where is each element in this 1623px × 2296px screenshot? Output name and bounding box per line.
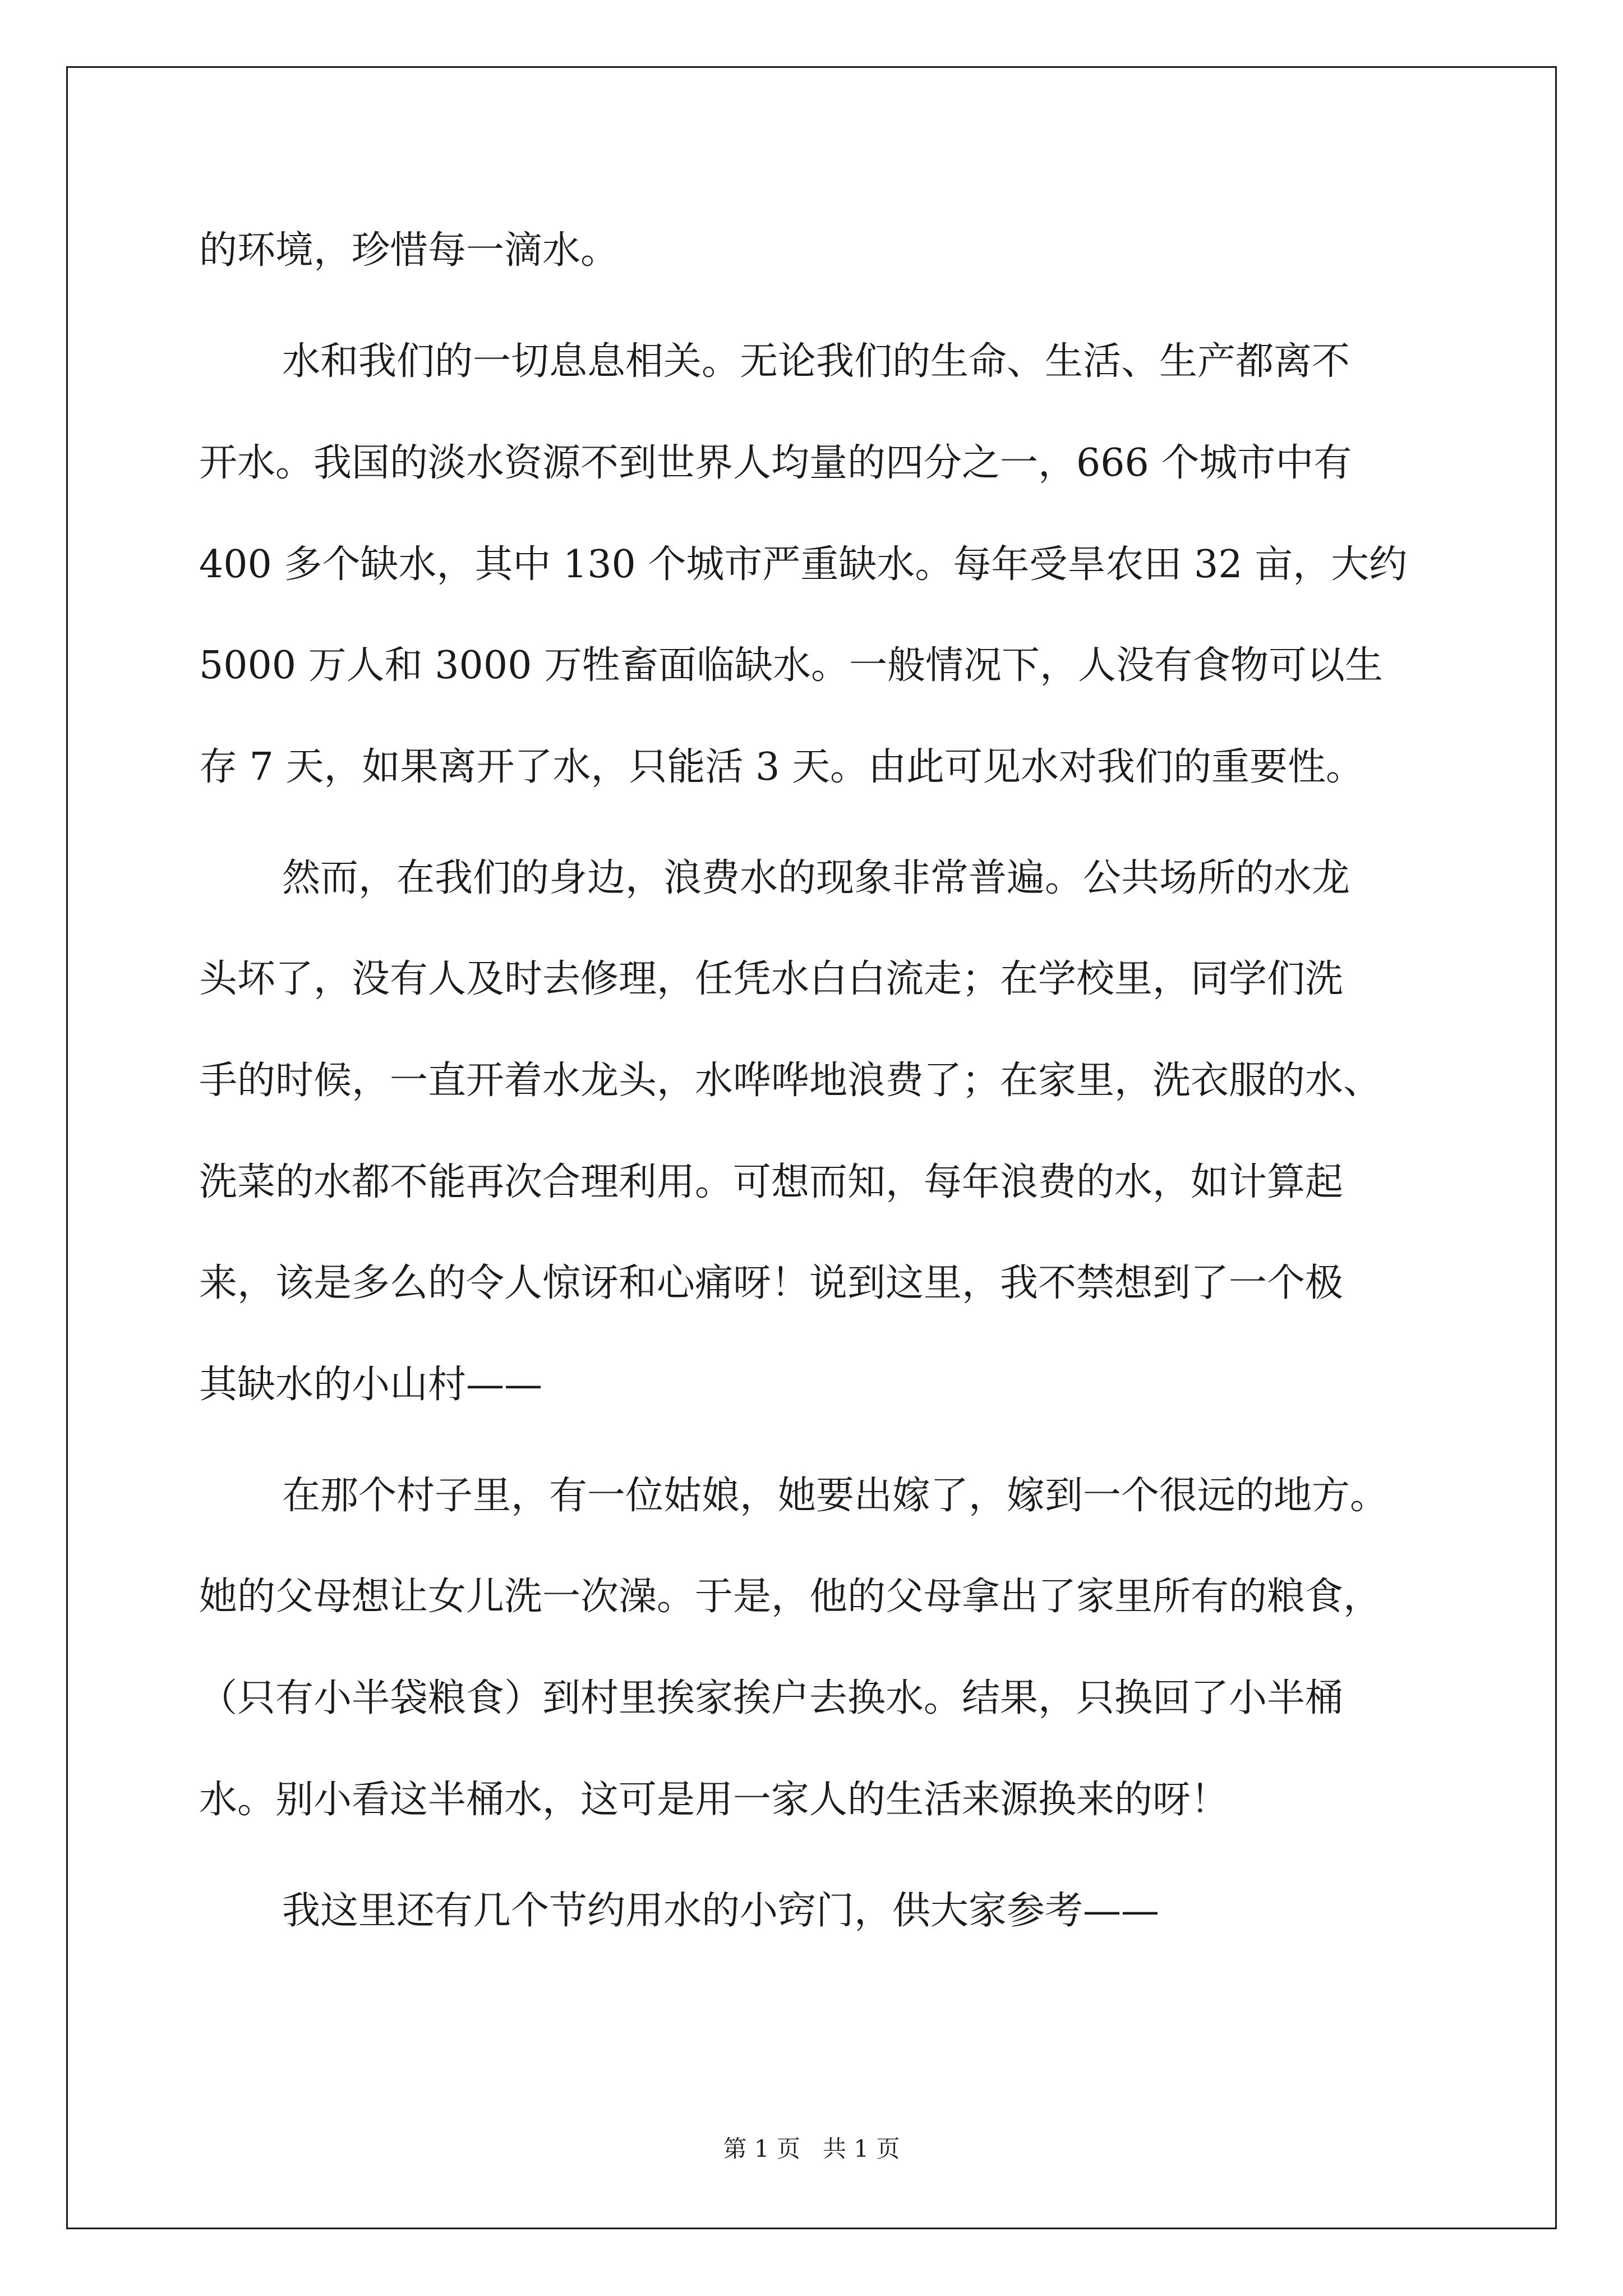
text-line-12: 其缺水的小山村—— (199, 1363, 543, 1407)
text-line-6: 存 7 天，如果离开了水，只能活 3 天。由此可见水对我们的重要性。 (199, 745, 1364, 789)
text-line-13: 在那个村子里，有一位姑娘，她要出嫁了，嫁到一个很远的地方。 (282, 1474, 1389, 1518)
text-line-8: 头坏了，没有人及时去修理，任凭水白白流走；在学校里，同学们洗 (199, 957, 1344, 1001)
text-line-15: （只有小半袋粮食）到村里挨家挨户去换水。结果，只换回了小半桶 (199, 1676, 1344, 1720)
text-line-2: 水和我们的一切息息相关。无论我们的生命、生活、生产都离不 (282, 339, 1350, 384)
text-line-16: 水。别小看这半桶水，这可是用一家人的生活来源换来的呀！ (199, 1778, 1229, 1822)
text-line-14: 她的父母想让女儿洗一次澡。于是，他的父母拿出了家里所有的粮食， (199, 1575, 1382, 1619)
text-line-11: 来，该是多么的令人惊讶和心痛呀！说到这里，我不禁想到了一个极 (199, 1261, 1344, 1305)
text-line-3: 开水。我国的淡水资源不到世界人均量的四分之一，666 个城市中有 (199, 441, 1352, 485)
text-line-7: 然而，在我们的身边，浪费水的现象非常普遍。公共场所的水龙 (282, 856, 1350, 900)
text-line-10: 洗菜的水都不能再次合理利用。可想而知，每年浪费的水，如计算起 (199, 1160, 1344, 1204)
text-line-4: 400 多个缺水，其中 130 个城市严重缺水。每年受旱农田 32 亩，大约 (199, 542, 1408, 587)
text-line-1: 的环境，珍惜每一滴水。 (199, 228, 619, 273)
text-line-17: 我这里还有几个节约用水的小窍门，供大家参考—— (282, 1889, 1160, 1933)
page-footer: 第 1 页 共 1 页 (723, 2135, 900, 2162)
text-line-5: 5000 万人和 3000 万牲畜面临缺水。一般情况下，人没有食物可以生 (199, 643, 1383, 688)
text-line-9: 手的时候，一直开着水龙头，水哗哗地浪费了；在家里，洗衣服的水、 (199, 1059, 1382, 1103)
